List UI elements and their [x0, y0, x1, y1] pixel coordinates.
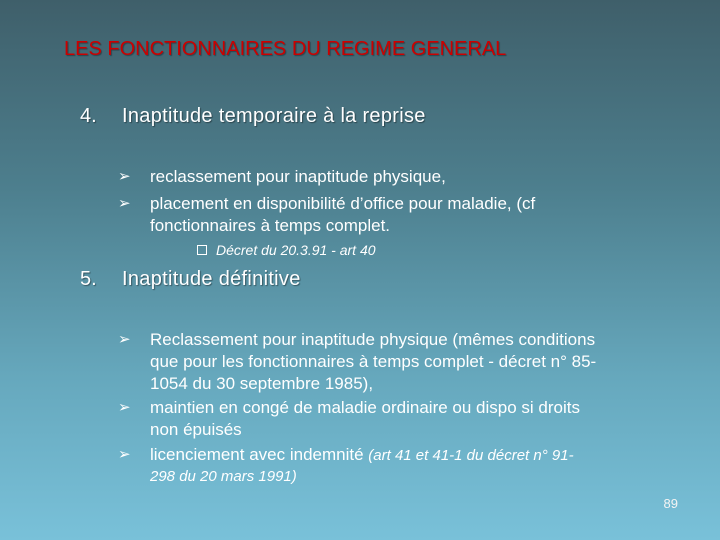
bullet-text-main: licenciement avec indemnité [150, 445, 369, 464]
list-item [118, 166, 678, 188]
bullet-text [150, 444, 574, 467]
sub-note [197, 242, 376, 258]
bullet-text: que pour les fonctionnaires à temps complet - décret n° 85- [150, 352, 597, 371]
bullet-text: fonctionnaires à temps complet. [150, 216, 391, 235]
arrowhead-bullet-icon: ➢ [118, 168, 131, 185]
bullet-text: placement en disponibilité d’office pour maladie, (cf [150, 194, 536, 213]
bullet-text: non épuisés [150, 420, 242, 439]
arrowhead-bullet-icon: ➢ [118, 399, 131, 416]
sub-note-text: Décret du 20.3.91 - art 40 [216, 242, 376, 258]
section-5-title: Inaptitude définitive [122, 268, 301, 290]
bullet-text: reclassement pour inaptitude physique, [150, 167, 446, 186]
list-item [118, 397, 698, 441]
bullet-text: maintien en congé de maladie ordinaire ou dispo si droits [150, 398, 580, 417]
bullet-citation-line2: 298 du 20 mars 1991) [150, 468, 297, 485]
bullet-text: Reclassement pour inaptitude physique (mêmes conditions [150, 330, 596, 349]
section-4-number: 4. [80, 105, 97, 127]
list-item [118, 444, 698, 488]
bullet-text: 1054 du 30 septembre 1985), [150, 374, 374, 393]
arrowhead-bullet-icon: ➢ [118, 446, 131, 463]
section-5-number: 5. [80, 268, 97, 290]
page-number: 89 [663, 496, 678, 511]
list-item [118, 193, 678, 237]
arrowhead-bullet-icon: ➢ [118, 331, 131, 348]
section-5-heading [80, 268, 301, 291]
list-item [118, 329, 698, 395]
section-4-heading [80, 105, 426, 128]
hollow-square-bullet-icon [197, 245, 207, 255]
slide-title: LES FONCTIONNAIRES DU REGIME GENERAL [64, 38, 507, 60]
arrowhead-bullet-icon: ➢ [118, 195, 131, 212]
section-4-title: Inaptitude temporaire à la reprise [122, 105, 426, 127]
bullet-citation: (art 41 et 41-1 du décret n° 91- [368, 447, 574, 464]
